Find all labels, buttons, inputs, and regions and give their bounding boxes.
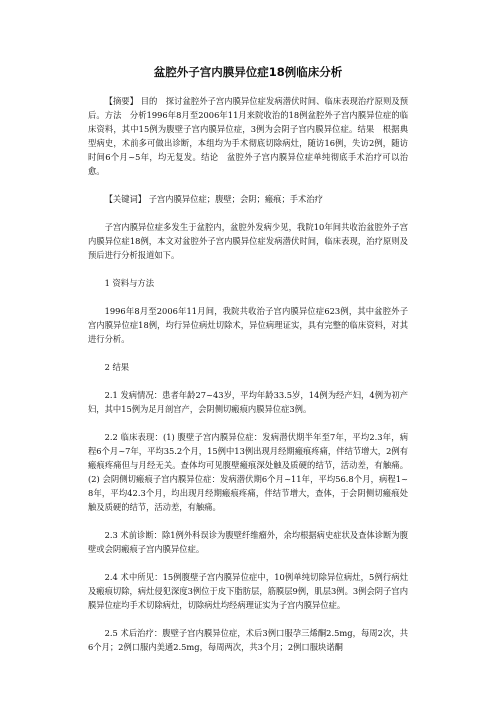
- section-2-heading: 2 结果: [104, 362, 130, 372]
- abstract-paragraph: 【摘要】 目的 探讨盆腔外子宫内膜异位症发病潜伏时间、临床表现治疗原则及预后。方法 分析1996年8月至2006年11月来院收治的18例盆腔外子宫内膜异位症的临床资料，其中15例为腹壁子宫内膜异位症，3例为会阴子宫内膜异位症。结果 根据典型病史，术前多可做出诊断，本组均为手术彻底切除病灶，随访16例，失访2例，随访时间6个月~5年，均无复发。结论 盆腔外子宫内膜异位症单纯彻底手术治疗可以治愈。: [88, 96, 408, 176]
- keywords-paragraph: 【关键词】 子宫内膜异位症；腹壁；会阴；瘢痕；手术治疗: [104, 194, 323, 204]
- paragraph-2-4: 2.4 术中所见：15例腹壁子宫内膜异位症中，10例单纯切除异位病灶，5例行病灶及瘢痕切除，病灶侵犯深度3例位于皮下脂肪层，筋膜层9例，肌层3例。3例会阴子宫内膜异位症均手术切除病灶，切除病灶均经病理证实为子宫内膜异位症。: [88, 572, 408, 610]
- paragraph-2-5: 2.5 术后治疗：腹壁子宫内膜异位症，术后3例口服孕三烯酮2.5mg，每周2次，共6个月；2例口服内美通2.5mg，每周两次，共3个月；2例口服块诺酮: [88, 628, 408, 652]
- paper-title: 盆腔外子宫内膜异位症18例临床分析: [153, 65, 343, 79]
- section-1-heading: 1 资料与方法: [104, 278, 154, 288]
- introduction-paragraph: 子宫内膜异位症多发生于盆腔内，盆腔外发病少见，我院10年间共收治盆腔外子宫内膜异位症18例，本文对盆腔外子宫内膜异位症发病潜伏时间，临床表现，治疗原则及预后进行分析报道如下。: [88, 222, 408, 260]
- paragraph-2-1: 2.1 发病情况：患者年龄27~43岁，平均年龄33.5岁，14例为经产妇，4例为初产妇，其中15例为足月剖宫产，会阴侧切瘢痕内膜异位症3例。: [88, 390, 408, 414]
- paragraph-2-2: 2.2 临床表现：(1) 腹壁子宫内膜异位症：发病潜伏期半年至7年，平均2.3年，病程6个月~7年，平均35.2个月，15例中13例出现月经期瘢痕疼痛，伴结节增大，2例有瘢痕疼痛但与月经无关。查体均可见腹壁瘢痕深处触及质硬的结节，活动差，有触痛。(2) 会阴侧切瘢痕子宫内膜异位症：发病潜伏期6个月~11年，平均56.8个月，病程1~8年，平均42.3个月，均出现月经期瘢痕疼痛，伴结节增大，查体，于会阴侧切瘢痕处触及质硬的结节，活动差，有触痛。: [88, 432, 408, 512]
- paragraph-2-3: 2.3 术前诊断：除1例外科误诊为腹壁纤维瘤外，余均根据病史症状及查体诊断为腹壁或会阴瘢痕子宫内膜异位症。: [88, 530, 408, 554]
- section-1-paragraph: 1996年8月至2006年11月间，我院共收治子宫内膜异位症623例，其中盆腔外子宫内膜异位症18例，均行异位病灶切除术，异位病理证实，具有完整的临床资料，对其进行分析。: [88, 306, 408, 344]
